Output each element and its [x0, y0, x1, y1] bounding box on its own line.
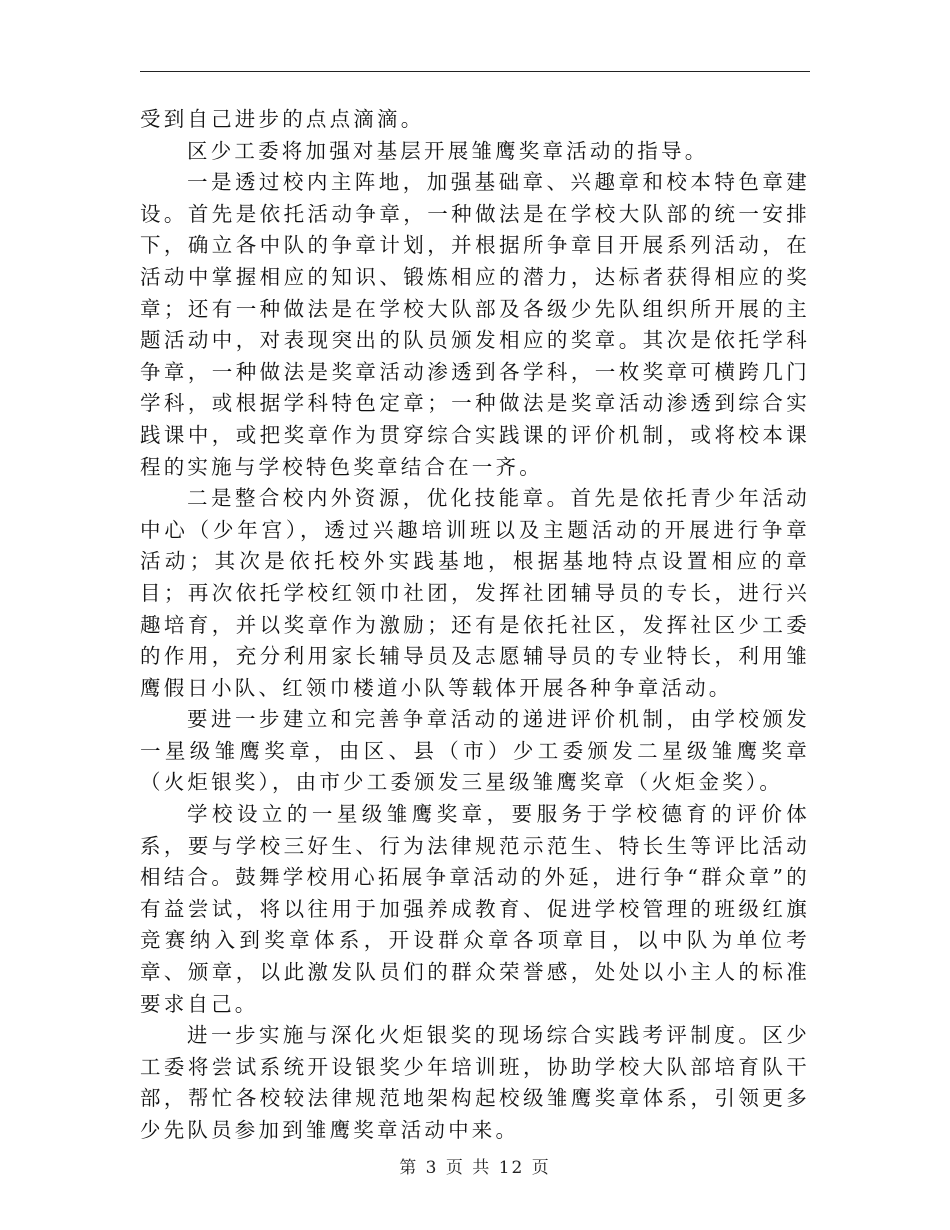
paragraph: 区少工委将加强对基层开展雏鹰奖章活动的指导。 — [187, 138, 709, 163]
paragraph: 二是整合校内外资源，优化技能章。首先是依托青少年活动中心（少年宫），透过兴趣培训班以及主题活动的开展进行争章活动；其次是依托校外实践基地，根据基地特点设置相应的章目；再次依托学校红领巾社团，发挥社团辅导员的专长，进行兴趣培育，并以奖章作为激励；还有是依托社区，发挥社区少工委的作用，充分利用家长辅导员及志愿辅导员的专业特长，利用雏鹰假日小队、红领巾楼道小队等载体开展各种争章活动。 — [140, 486, 810, 700]
page-number-footer: 第 3 页 共 12 页 — [399, 1158, 551, 1178]
header-rule — [140, 71, 810, 72]
document-body — [140, 104, 810, 1147]
paragraph-continuation: 受到自己进步的点点滴滴。 — [140, 107, 425, 131]
paragraph: 进一步实施与深化火炬银奖的现场综合实践考评制度。区少工委将尝试系统开设银奖少年培训班，协助学校大队部培育队干部，帮忙各校较法律规范地架构起校级雏鹰奖章体系，引领更多少先队员参加到雏鹰奖章活动中来。 — [140, 1023, 810, 1142]
paragraph: 要进一步建立和完善争章活动的递进评价机制，由学校颁发一星级雏鹰奖章，由区、县（市）少工委颁发二星级雏鹰奖章（火炬银奖），由市少工委颁发三星级雏鹰奖章（火炬金奖）。 — [140, 707, 810, 795]
paragraph: 学校设立的一星级雏鹰奖章，要服务于学校德育的评价体系，要与学校三好生、行为法律规范示范生、特长生等评比活动相结合。鼓舞学校用心拓展争章活动的外延，进行争“群众章”的有益尝试，将以往用于加强养成教育、促进学校管理的班级红旗竞赛纳入到奖章体系，开设群众章各项章目，以中队为单位考章、颁章，以此激发队员们的群众荣誉感，处处以小主人的标准要求自己。 — [140, 802, 810, 1016]
paragraph: 一是透过校内主阵地，加强基础章、兴趣章和校本特色章建设。首先是依托活动争章，一种做法是在学校大队部的统一安排下，确立各中队的争章计划，并根据所争章目开展系列活动，在活动中掌握相应的知识、锻炼相应的潜力，达标者获得相应的奖章；还有一种做法是在学校大队部及各级少先队组织所开展的主题活动中，对表现突出的队员颁发相应的奖章。其次是依托学科争章，一种做法是奖章活动渗透到各学科，一枚奖章可横跨几门学科，或根据学科特色定章；一种做法是奖章活动渗透到综合实践课中，或把奖章作为贯穿综合实践课的评价机制，或将校本课程的实施与学校特色奖章结合在一齐。 — [140, 170, 810, 479]
